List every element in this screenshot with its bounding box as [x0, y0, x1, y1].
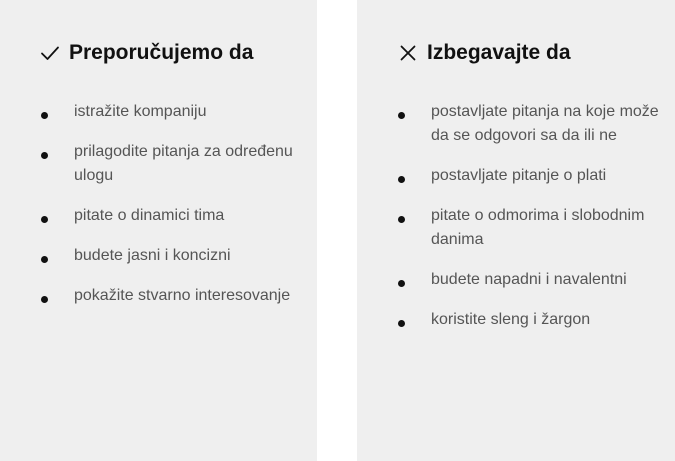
list-item	[395, 204, 665, 252]
avoid-panel	[357, 0, 675, 461]
recommend-title: Preporučujemo da	[69, 41, 254, 64]
list-item-text: postavljate pitanja na koje može da se odgovori sa da ili ne	[431, 103, 659, 144]
bullet	[398, 280, 405, 287]
list-item-text: postavljate pitanje o plati	[431, 167, 607, 184]
bullet	[41, 216, 48, 223]
list-item	[38, 204, 303, 228]
cross-icon	[398, 43, 418, 63]
bullet	[398, 216, 405, 223]
recommend-heading	[40, 41, 253, 65]
list-item-text: istražite kompaniju	[74, 103, 207, 120]
list-item	[395, 308, 665, 332]
list-item	[395, 100, 665, 148]
list-item	[38, 284, 303, 308]
bullet	[398, 112, 405, 119]
bullet	[398, 176, 405, 183]
bullet	[41, 152, 48, 159]
list-item-text: koristite sleng i žargon	[431, 311, 591, 328]
recommend-list	[38, 100, 303, 324]
bullet	[41, 112, 48, 119]
list-item	[38, 244, 303, 268]
bullet	[41, 296, 48, 303]
bullet	[398, 320, 405, 327]
list-item-text: pokažite stvarno interesovanje	[74, 287, 291, 304]
recommend-panel	[0, 0, 317, 461]
list-item-text: budete napadni i navalentni	[431, 271, 627, 288]
list-item-text: budete jasni i koncizni	[74, 247, 231, 264]
avoid-title: Izbegavajte da	[427, 41, 571, 64]
list-item-text: pitate o odmorima i slobodnim danima	[431, 207, 645, 248]
list-item-text: pitate o dinamici tima	[74, 207, 225, 224]
bullet	[41, 256, 48, 263]
checkmark-icon	[40, 43, 60, 63]
avoid-list	[395, 100, 665, 348]
avoid-heading	[398, 41, 571, 65]
list-item	[395, 164, 665, 188]
list-item-text: prilagodite pitanja za određenu ulogu	[74, 143, 293, 184]
list-item	[38, 100, 303, 124]
list-item	[395, 268, 665, 292]
list-item	[38, 140, 303, 188]
